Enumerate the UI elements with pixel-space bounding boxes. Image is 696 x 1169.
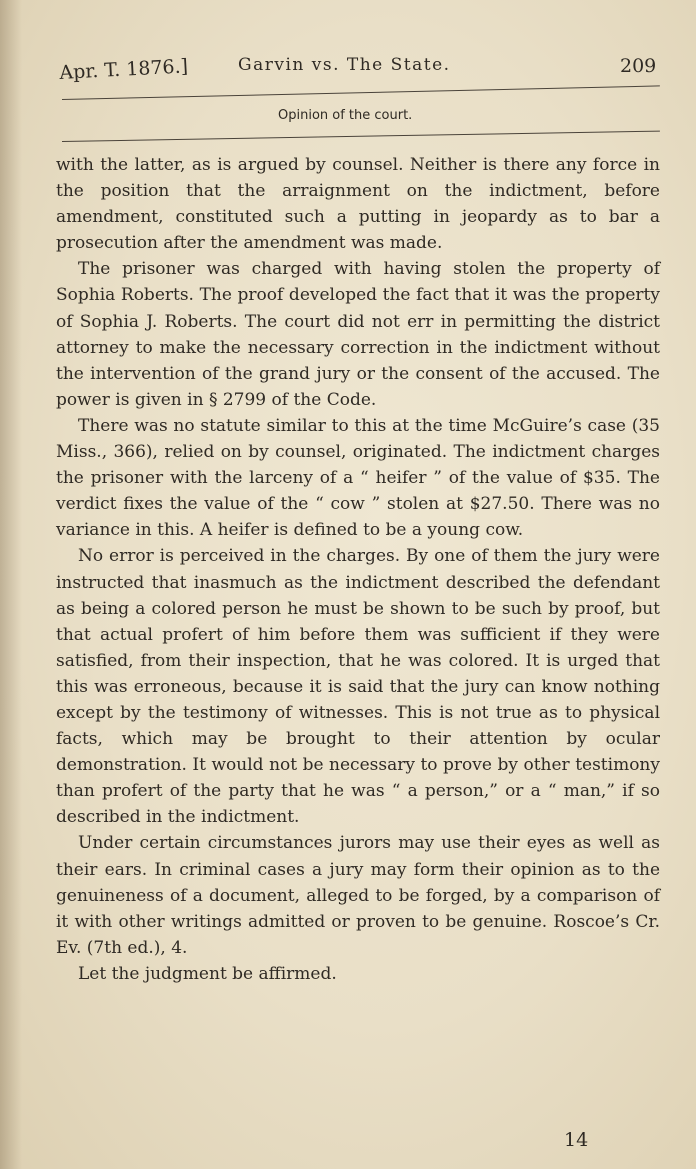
paragraph-property: The prisoner was charged with having stolen the property of Sophia Roberts. The proof developed the fact that it was the property of Sophia J. Roberts. The court did not err in permitting the district attorney to make the necessary correction in the indictment without the intervention of the grand jury or the consent of the accused. The power is given in § 2799 of the Code. (56, 259, 660, 410)
paragraph-jurors: Under certain circumstances jurors may use their eyes as well as their ears. In criminal cases a jury may form their opinion as to the genuineness of a document, alleged to be forged, by a comparison of it with other writings admitted or proven to be genuine. Roscoe’s Cr. Ev. (7th ed.), 4. (56, 833, 660, 958)
paragraph-continuation: with the latter, as is argued by counsel. Neither is there any force in the position that the arraignment on the indictment, before amendment, constituted such a putting in jeopardy as to bar a prosecution after the amendment was made. (56, 155, 660, 254)
paragraph-statute: There was no statute similar to this at the time McGuire’s case (35 Miss., 366), relied on by counsel, originated. The indictment charges the prisoner with the larceny of a “ heifer ” of the value of $35. The verdict fixes the value of the “ cow ” stolen at $27.50. There was no variance in this. A heifer is defined to be a young cow. (56, 415, 660, 541)
signature-folio: 14 (564, 1129, 589, 1151)
section-subheading: Opinion of the court. (278, 108, 413, 123)
paragraph-judgment: Let the judgment be affirmed. (78, 963, 337, 984)
subheading-rule (62, 131, 660, 142)
opinion-text (56, 152, 660, 987)
header-rule (62, 85, 660, 100)
paragraph-charges: No error is perceived in the charges. By one of them the jury were instructed that inasmuch as the indictment described the defendant as being a colored person he must be shown to be such by proof, but that actual profert of him before them was sufficient if they were satisfied, from their inspection, that he was colored. It is urged that this was erroneous, because it is said that the jury can know nothing except by the testimony of witnesses. This is not true as to physical facts, which may be brought to their attention by ocular demonstration. It would not be necessary to prove by other testimony than profert of the party that he was “ a person,” or a “ man,” if so described in the indictment. (56, 546, 660, 828)
page-number: 209 (620, 55, 657, 77)
case-title: Garvin vs. The State. (238, 55, 451, 75)
court-term: Apr. T. 1876.] (58, 55, 189, 84)
page-edge-shadow (0, 0, 22, 1169)
